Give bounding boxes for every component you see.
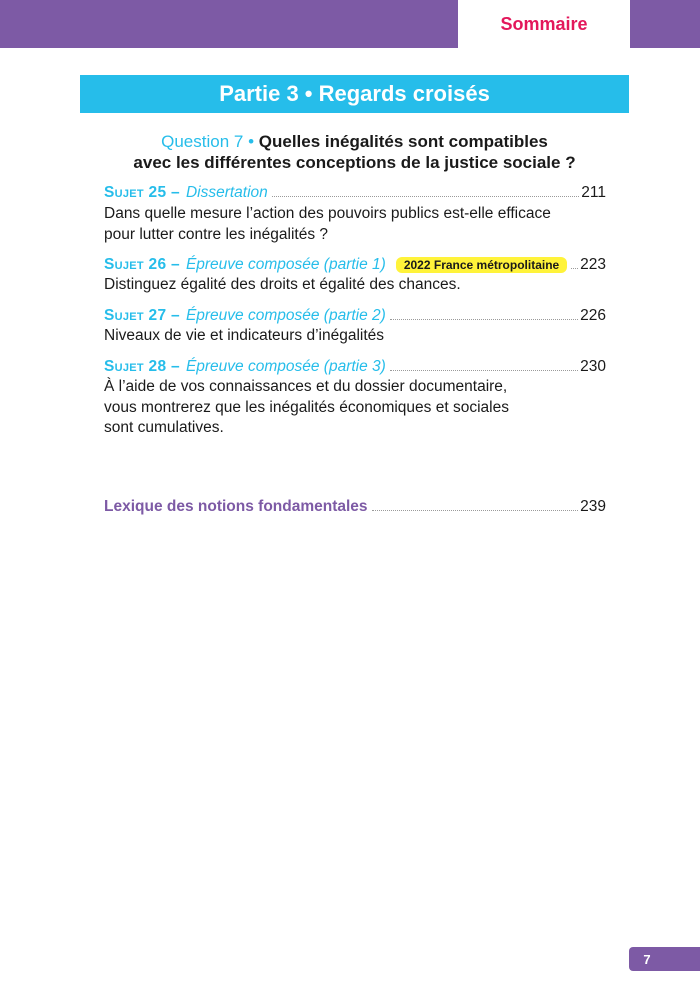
dot-leader: [390, 319, 578, 320]
sujet-type: Épreuve composée (partie 2): [185, 307, 386, 324]
description-line: Dans quelle mesure l’action des pouvoirs publics est-elle efficace: [104, 205, 551, 222]
dot-leader: [272, 196, 580, 197]
toc-entry-sujet-28[interactable]: [104, 358, 606, 378]
sujet-type: Dissertation: [185, 184, 268, 201]
sujet-27-description: [104, 326, 584, 347]
page-number: 226: [580, 307, 606, 324]
page-number-footer: 7: [629, 947, 665, 971]
sujet-type: Épreuve composée (partie 3): [185, 358, 386, 375]
page-number: 211: [581, 184, 606, 201]
description-line: sont cumulatives.: [104, 419, 224, 436]
toc-entry-sujet-25[interactable]: [104, 184, 606, 204]
toc-entry-sujet-27[interactable]: [104, 307, 606, 327]
question-label: Question 7 •: [161, 132, 255, 151]
question-text-2: avec les différentes conceptions de la justice sociale ?: [133, 153, 576, 172]
question-text-1: Quelles inégalités sont compatibles: [258, 132, 548, 151]
sujet-type: Épreuve composée (partie 1): [185, 256, 386, 273]
toc-entry-sujet-26[interactable]: [104, 256, 606, 276]
sujet-label: Sujet 28 –: [104, 358, 180, 375]
sujet-label: Sujet 25 –: [104, 184, 180, 201]
page-number: 230: [580, 358, 606, 375]
dot-leader: [571, 268, 578, 269]
sujet-label: Sujet 26 –: [104, 256, 180, 273]
question-line-1: [80, 131, 629, 152]
sommaire-tab[interactable]: Sommaire: [458, 0, 630, 48]
partie-title: Partie 3 • Regards croisés: [80, 75, 629, 113]
question-heading: [80, 131, 629, 173]
toc-entry-lexique[interactable]: [104, 498, 606, 518]
description-line: Distinguez égalité des droits et égalité des chances.: [104, 276, 461, 293]
page-number: 239: [580, 498, 606, 515]
sujet-25-description: [104, 204, 584, 245]
description-line: pour lutter contre les inégalités ?: [104, 225, 329, 243]
lexique-label: Lexique des notions fondamentales: [104, 498, 368, 515]
footer-band: [665, 947, 700, 971]
sujet-26-description: [104, 275, 584, 296]
dot-leader: [372, 510, 579, 511]
description-line: Niveaux de vie et indicateurs d’inégalités: [104, 327, 385, 344]
sujet-28-description: [104, 377, 584, 439]
exam-session-badge: 2022 France métropolitaine: [396, 257, 567, 273]
description-line: vous montrerez que les inégalités économiques et sociales: [104, 398, 509, 416]
sujet-label: Sujet 27 –: [104, 307, 180, 324]
page-number: 223: [580, 256, 606, 273]
description-line: À l’aide de vos connaissances et du dossier documentaire,: [104, 378, 508, 395]
dot-leader: [390, 370, 578, 371]
